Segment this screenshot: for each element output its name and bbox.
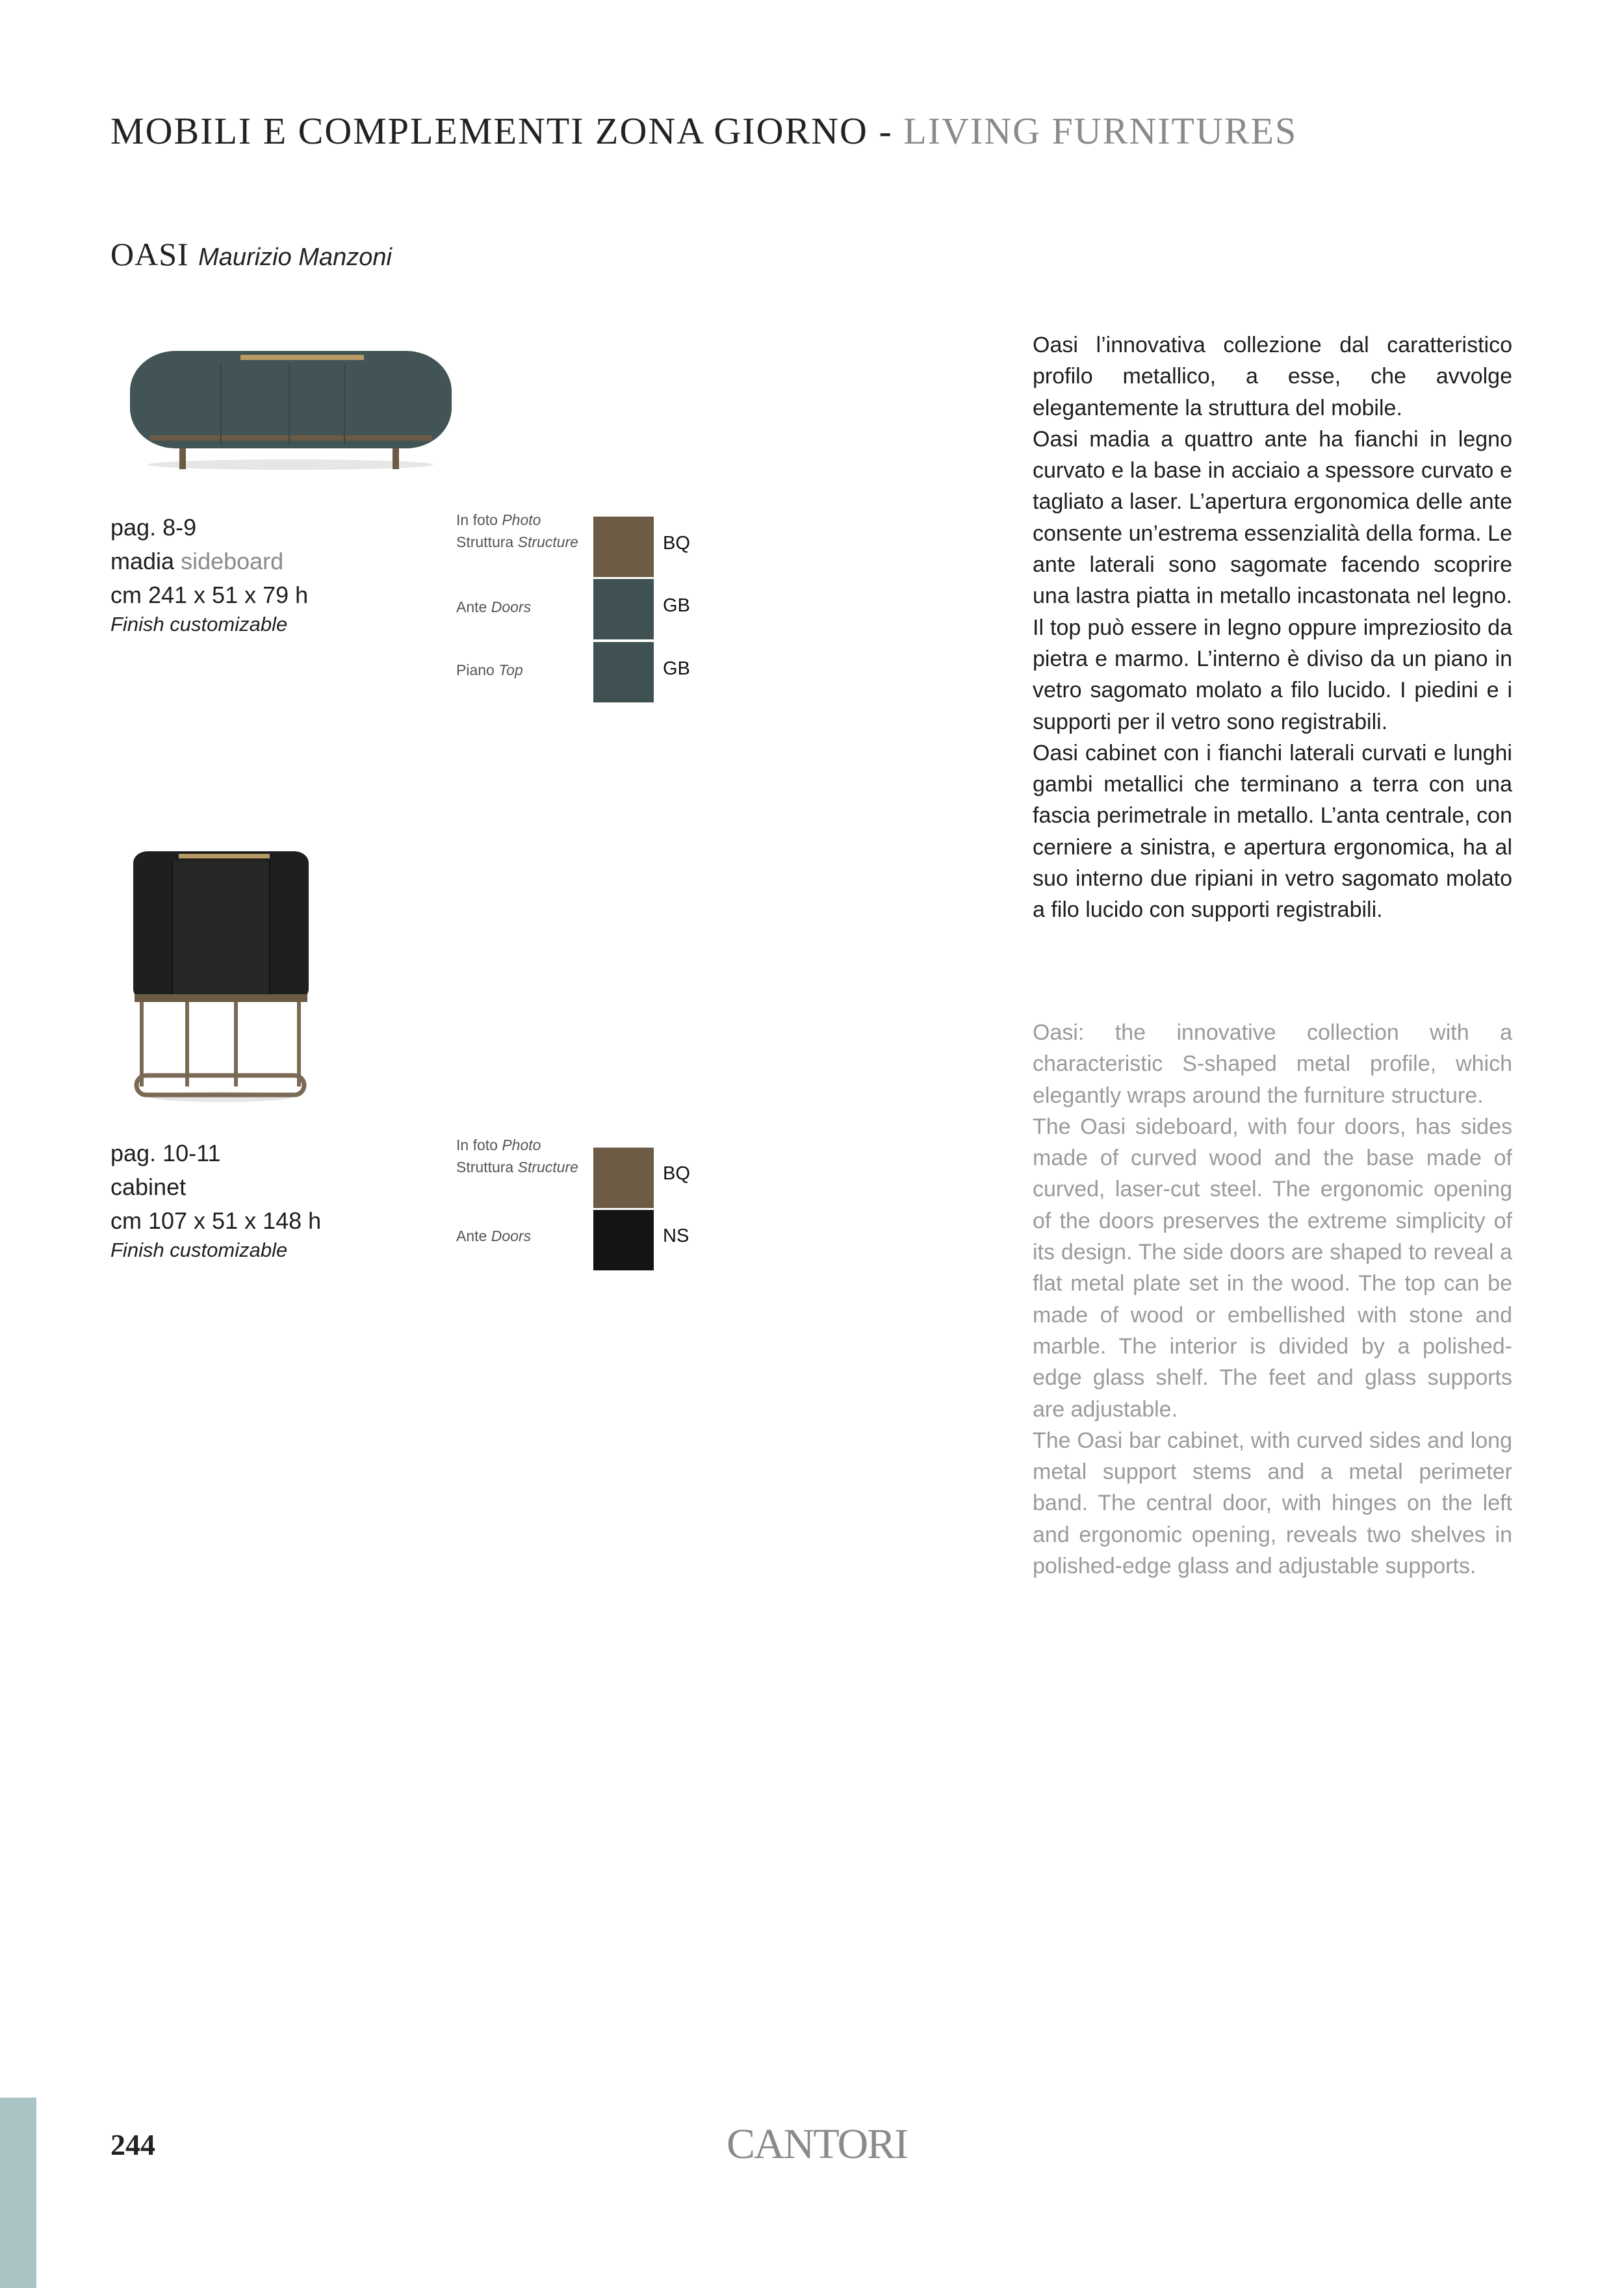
dimensions: cm 241 x 51 x 79 h: [110, 582, 309, 608]
description-paragraph: Oasi: the innovative collection with a characteristic S-shaped metal profile, which elegantly wraps around the furniture structure.: [1033, 1020, 1512, 1108]
description-paragraph: Oasi cabinet con i fianchi laterali curvati e lunghi gambi metallici che terminano a terra con una fascia perimetrale in metallo. L’anta centrale, con cerniere a sinistra, e apertura ergonomica, ha al suo interno due ripiani in vetro sagomato molato a filo lucido con supporti registrabili.: [1033, 740, 1512, 923]
cabinet-info: [110, 1137, 321, 1263]
swatch-bq: [593, 517, 654, 577]
finish-code: NS: [663, 1226, 690, 1246]
finish-code: GB: [663, 595, 690, 616]
swatch-bq: [593, 1148, 654, 1208]
finish-label-doors: Ante Doors: [456, 598, 532, 615]
title-english: LIVING FURNITURES: [903, 110, 1298, 152]
finish-label-doors: Ante Doors: [456, 1228, 532, 1244]
designer-name: Maurizio Manzoni: [198, 244, 392, 271]
finish-label-top: Piano Top: [456, 662, 523, 678]
description-paragraph: Oasi l’innovativa collezione dal caratteristico profilo metallico, a esse, che avvolge elegantemente la struttura del mobile.: [1033, 333, 1512, 420]
title-italian: MOBILI E COMPLEMENTI ZONA GIORNO: [110, 110, 868, 152]
product-type: cabinet: [110, 1174, 187, 1200]
finish-label-structure: In foto Photo Struttura Structure: [456, 1137, 578, 1176]
product-type-en: sideboard: [181, 548, 284, 574]
cabinet-image: [127, 845, 315, 1105]
description-paragraph: Oasi madia a quattro ante ha fianchi in legno curvato e la base in acciaio a spessore curvato e tagliato a laser. L’apertura ergonomica delle ante consente un’estrema essenzialità della forma. Le ante laterali sono sagomate facendo scoprire una lastra piatta in metallo incastonata nel legno. Il top può essere in legno oppure impreziosito da pietra e marmo. L’interno è diviso da un piano in vetro sagomato molato a filo lucido. I piedini e i supporti per il vetro sono registrabili.: [1033, 426, 1512, 734]
sideboard-image: [123, 344, 458, 474]
swatch-ns: [593, 1210, 654, 1270]
page-reference: pag. 8-9: [110, 514, 197, 541]
description-italian: [1033, 329, 1512, 926]
description-paragraph: The Oasi sideboard, with four doors, has sides made of curved wood and the base made of curved, laser-cut steel. The ergonomic opening of the doors preserves the extreme simplicity of its design. The side doors are shaped to reveal a flat metal plate set in the wood. The top can be made of wood or embellished with stone and marble. The interior is divided by a polished-edge glass shelf. The feet and glass supports are adjustable.: [1033, 1114, 1512, 1422]
product-type: [110, 545, 308, 578]
finish-code: BQ: [663, 1163, 690, 1184]
finish-code: GB: [663, 658, 690, 679]
description-paragraph: The Oasi bar cabinet, with curved sides and long metal support stems and a metal perimeter band. The central door, with hinges on the left and ergonomic opening, reveals two shelves in polished-edge glass and adjustable supports.: [1033, 1428, 1512, 1579]
side-color-band: [0, 2098, 36, 2288]
dimensions: cm 107 x 51 x 148 h: [110, 1207, 322, 1234]
product-name: OASI: [110, 236, 189, 272]
finish-code: BQ: [663, 533, 690, 554]
product-type-it: madia: [110, 548, 175, 574]
product-heading: [110, 235, 392, 273]
page-reference: pag. 10-11: [110, 1140, 221, 1166]
finish-label-structure: In foto Photo Struttura Structure: [456, 511, 578, 550]
page-number: 244: [110, 2128, 155, 2161]
page-title: [110, 109, 1297, 153]
description-english: [1033, 1017, 1512, 1582]
finish-note: Finish customizable: [110, 1239, 288, 1261]
title-separator: -: [868, 110, 904, 152]
brand-logo: CANTORI: [727, 2120, 908, 2168]
sideboard-info: [110, 511, 308, 637]
swatch-gb: [593, 579, 654, 639]
finish-note: Finish customizable: [110, 613, 288, 636]
swatch-gb: [593, 642, 654, 702]
